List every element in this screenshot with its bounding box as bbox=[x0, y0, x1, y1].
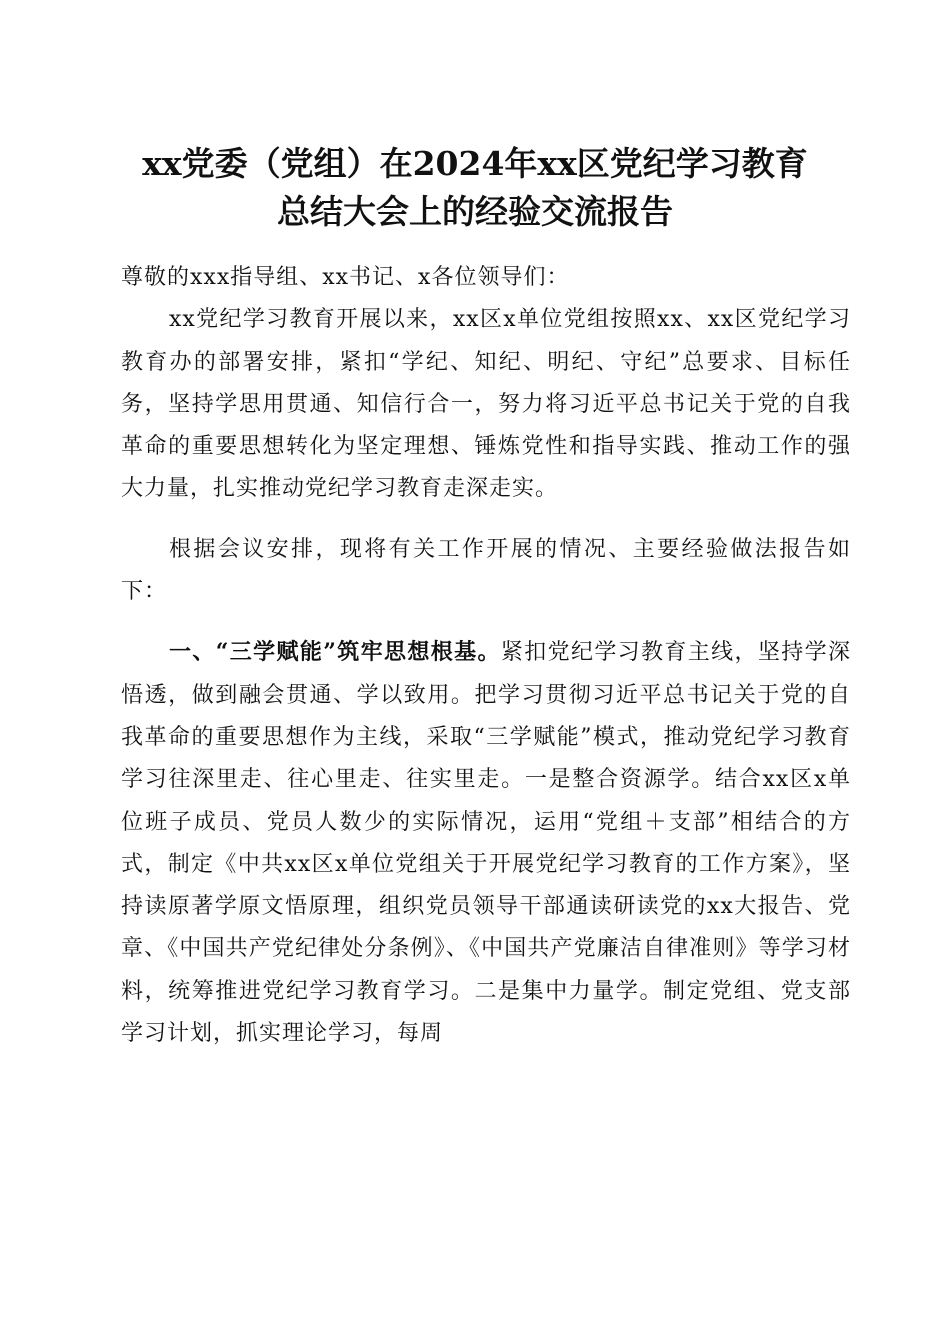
section-1-text: 紧扣党纪学习教育主线，坚持学深悟透，做到融会贯通、学以致用。把学习贯彻习近平总书记关于党的自我革命的重要思想作为主线，采取“三学赋能”模式，推动党纪学习教育学习往深里走、往心里走、往实里走。一是整合资源学。结合xx区x单位班子成员、党员人数少的实际情况，运用“党组＋支部”相结合的方式，制定《中共xx区x单位党组关于开展党纪学习教育的工作方案》，坚持读原著学原文悟原理，组织党员领导干部通读研读党的xx大报告、党章、《中国共产党纪律处分条例》、《中国共产党廉洁自律准则》等学习材料，统筹推进党纪学习教育学习。二是集中力量学。制定党组、党支部学习计划，抓实理论学习，每周 bbox=[121, 640, 851, 1047]
title-line-2: 总结大会上的经验交流报告 bbox=[277, 192, 673, 231]
section-1 bbox=[121, 631, 851, 1055]
paragraph-report-intro: 根据会议安排，现将有关工作开展的情况、主要经验做法报告如下： bbox=[121, 536, 851, 605]
section-1-heading: 一、“三学赋能”筑牢思想根基。 bbox=[169, 639, 501, 666]
document-body bbox=[121, 257, 851, 1055]
title-line-1: xx党委（党组）在2024年xx区党纪学习教育 bbox=[142, 144, 808, 183]
salutation: 尊敬的xxx指导组、xx书记、x各位领导们： bbox=[121, 265, 570, 290]
document-title bbox=[60, 140, 890, 236]
paragraph-intro: xx党纪学习教育开展以来，xx区x单位党组按照xx、xx区党纪学习教育办的部署安排，紧扣“学纪、知纪、明纪、守纪”总要求、目标任务，坚持学思用贯通、知信行合一，努力将习近平总书记关于党的自我革命的重要思想转化为坚定理想、锤炼党性和指导实践、推动工作的强大力量，扎实推动党纪学习教育走深走实。 bbox=[121, 307, 851, 502]
